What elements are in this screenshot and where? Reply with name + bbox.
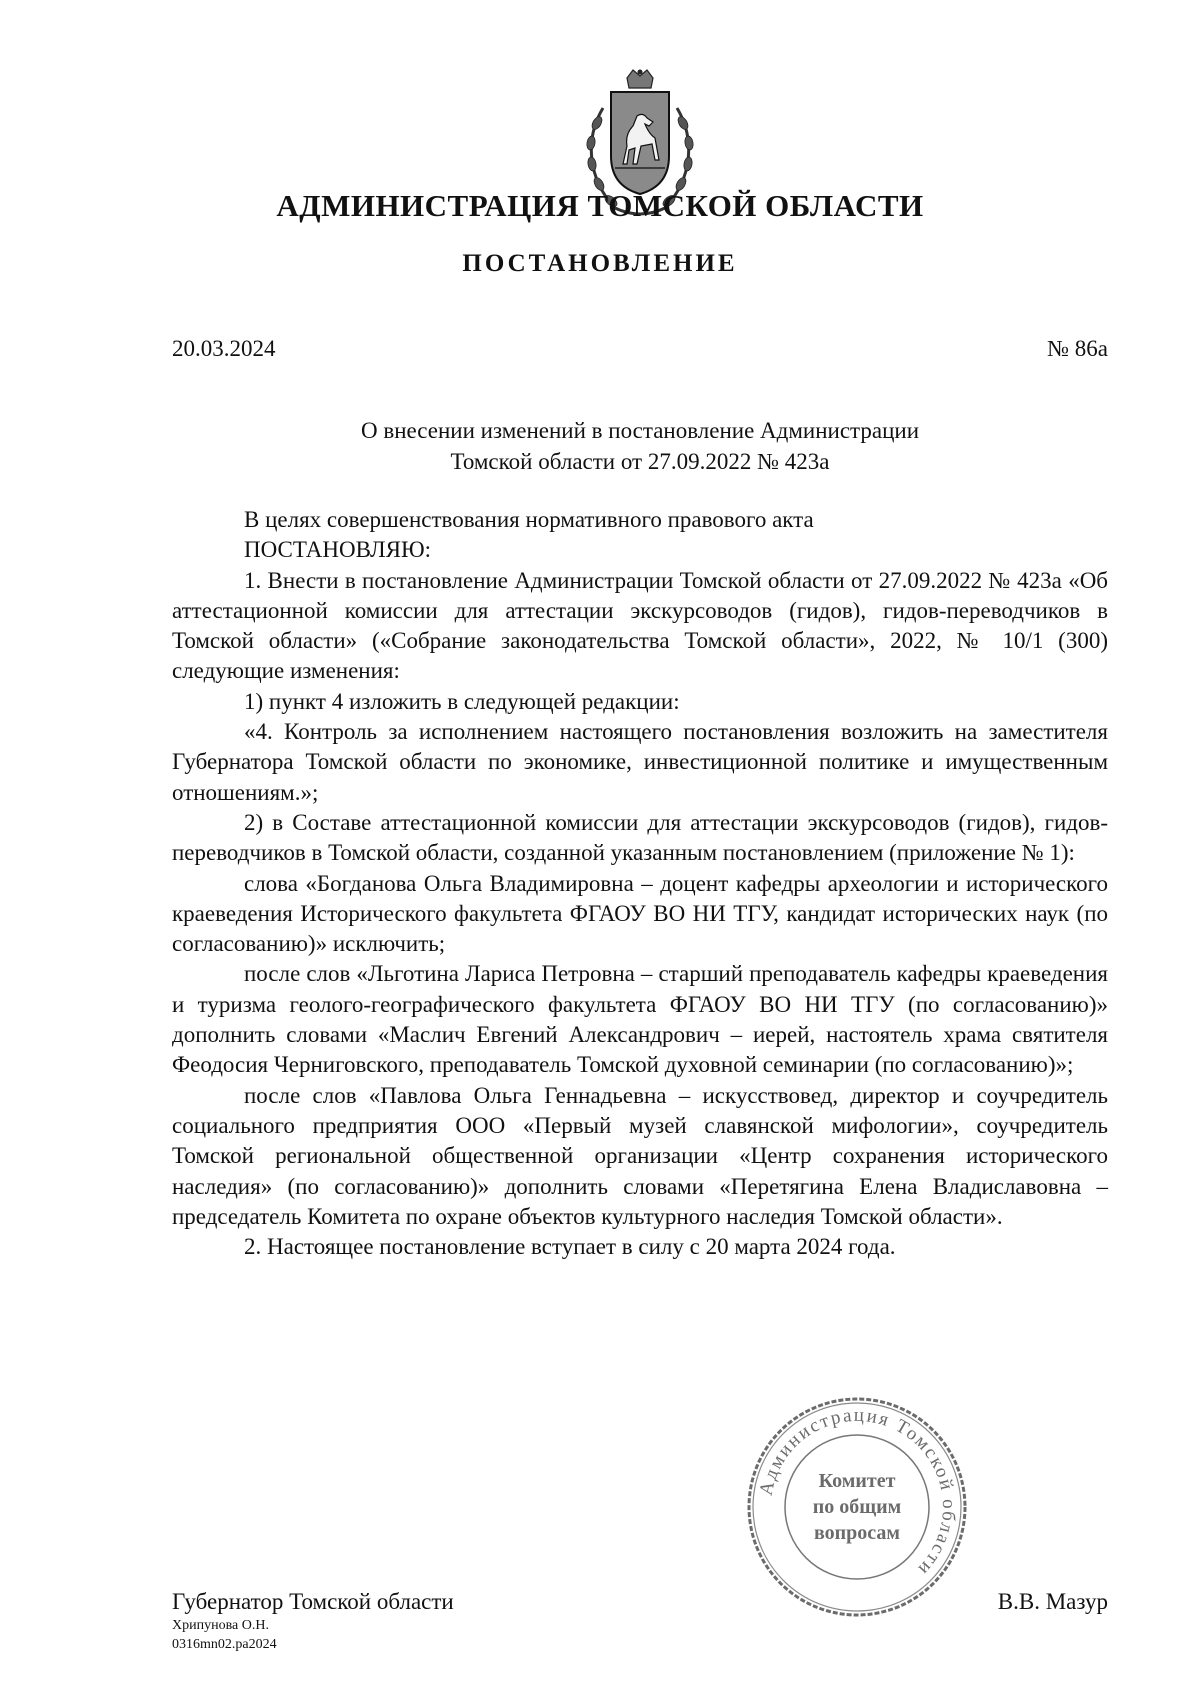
body-paragraph: «4. Контроль за исполнением настоящего постановления возложить на заместителя Губернатора Томской области по экономике, инвестиционной политике и имущественным отношениям.»; [172, 719, 1108, 805]
body-paragraph: после слов «Льготина Лариса Петровна – старший преподаватель кафедры краеведения и туризма геолого-географического факультета ФГАОУ ВО НИ ТГУ (по согласованию)» дополнить словами «Маслич Евгений Александрович – иерей, настоятель храма святителя Феодосия Черниговского, преподаватель Томской духовной семинарии (по согласованию)»; [172, 961, 1108, 1078]
signatory-title: Губернатор Томской области [172, 1589, 454, 1614]
subject-line-2: Томской области от 27.09.2022 № 423а [450, 449, 830, 474]
body-paragraph: 1) пункт 4 изложить в следующей редакции: [244, 688, 680, 714]
document-subject [172, 415, 1108, 477]
executor-file-code: 0316mn02.pa2024 [172, 1637, 277, 1652]
signatory-name: В.В. Мазур [997, 1589, 1108, 1614]
official-stamp [745, 1395, 969, 1619]
body-paragraph: после слов «Павлова Ольга Геннадьевна – искусствовед, директор и соучредитель социального предприятия ООО «Первый музей славянской мифологии», соучредитель Томской региональной общественной организации «Центр сохранения исторического наследия» (по согласованию)» дополнить словами «Перетягина Елена Владиславовна – председатель Комитета по охране объектов культурного наследия Томской области». [172, 1082, 1108, 1229]
document-type-title: ПОСТАНОВЛЕНИЕ [462, 250, 738, 277]
stamp-center-line-2: по общим [812, 1496, 902, 1518]
stamp-ring-text: Администрация Томской области [755, 1404, 960, 1581]
document-body [172, 505, 1108, 1262]
subject-line-1: О внесении изменений в постановление Администрации [360, 418, 920, 443]
body-paragraph: В целях совершенствования нормативного правового акта [244, 507, 814, 532]
body-paragraph: 1. Внести в постановление Администрации Томской области от 27.09.2022 № 423а «Об аттестационной комиссии для аттестации экскурсоводов (гидов), гидов-переводчиков в Томской области» («Собрание законодательства Томской области», 2022, № 10/1 (300) следующие изменения: [172, 567, 1108, 684]
stamp-center-line-3: вопросам [813, 1522, 901, 1544]
body-paragraph: ПОСТАНОВЛЯЮ: [244, 537, 432, 563]
body-paragraph: 2) в Составе аттестационной комиссии для аттестации экскурсоводов (гидов), гидов-переводчиков в Томской области, созданной указанным постановлением (приложение № 1): [172, 809, 1108, 866]
body-paragraph: слова «Богданова Ольга Владимировна – доцент кафедры археологии и исторического краеведения Исторического факультета ФГАОУ ВО НИ ТГУ, кандидат исторических наук (по согласованию)» исключить; [172, 870, 1108, 957]
body-paragraph: 2. Настоящее постановление вступает в силу с 20 марта 2024 года. [244, 1234, 896, 1260]
executor-info [172, 1616, 277, 1654]
stamp-center-line-1: Комитет [818, 1470, 896, 1492]
document-number: № 86а [1047, 336, 1108, 361]
executor-name: Хрипунова О.Н. [172, 1618, 269, 1633]
organization-title: АДМИНИСТРАЦИЯ ТОМСКОЙ ОБЛАСТИ [276, 188, 924, 223]
document-date: 20.03.2024 [172, 336, 276, 361]
